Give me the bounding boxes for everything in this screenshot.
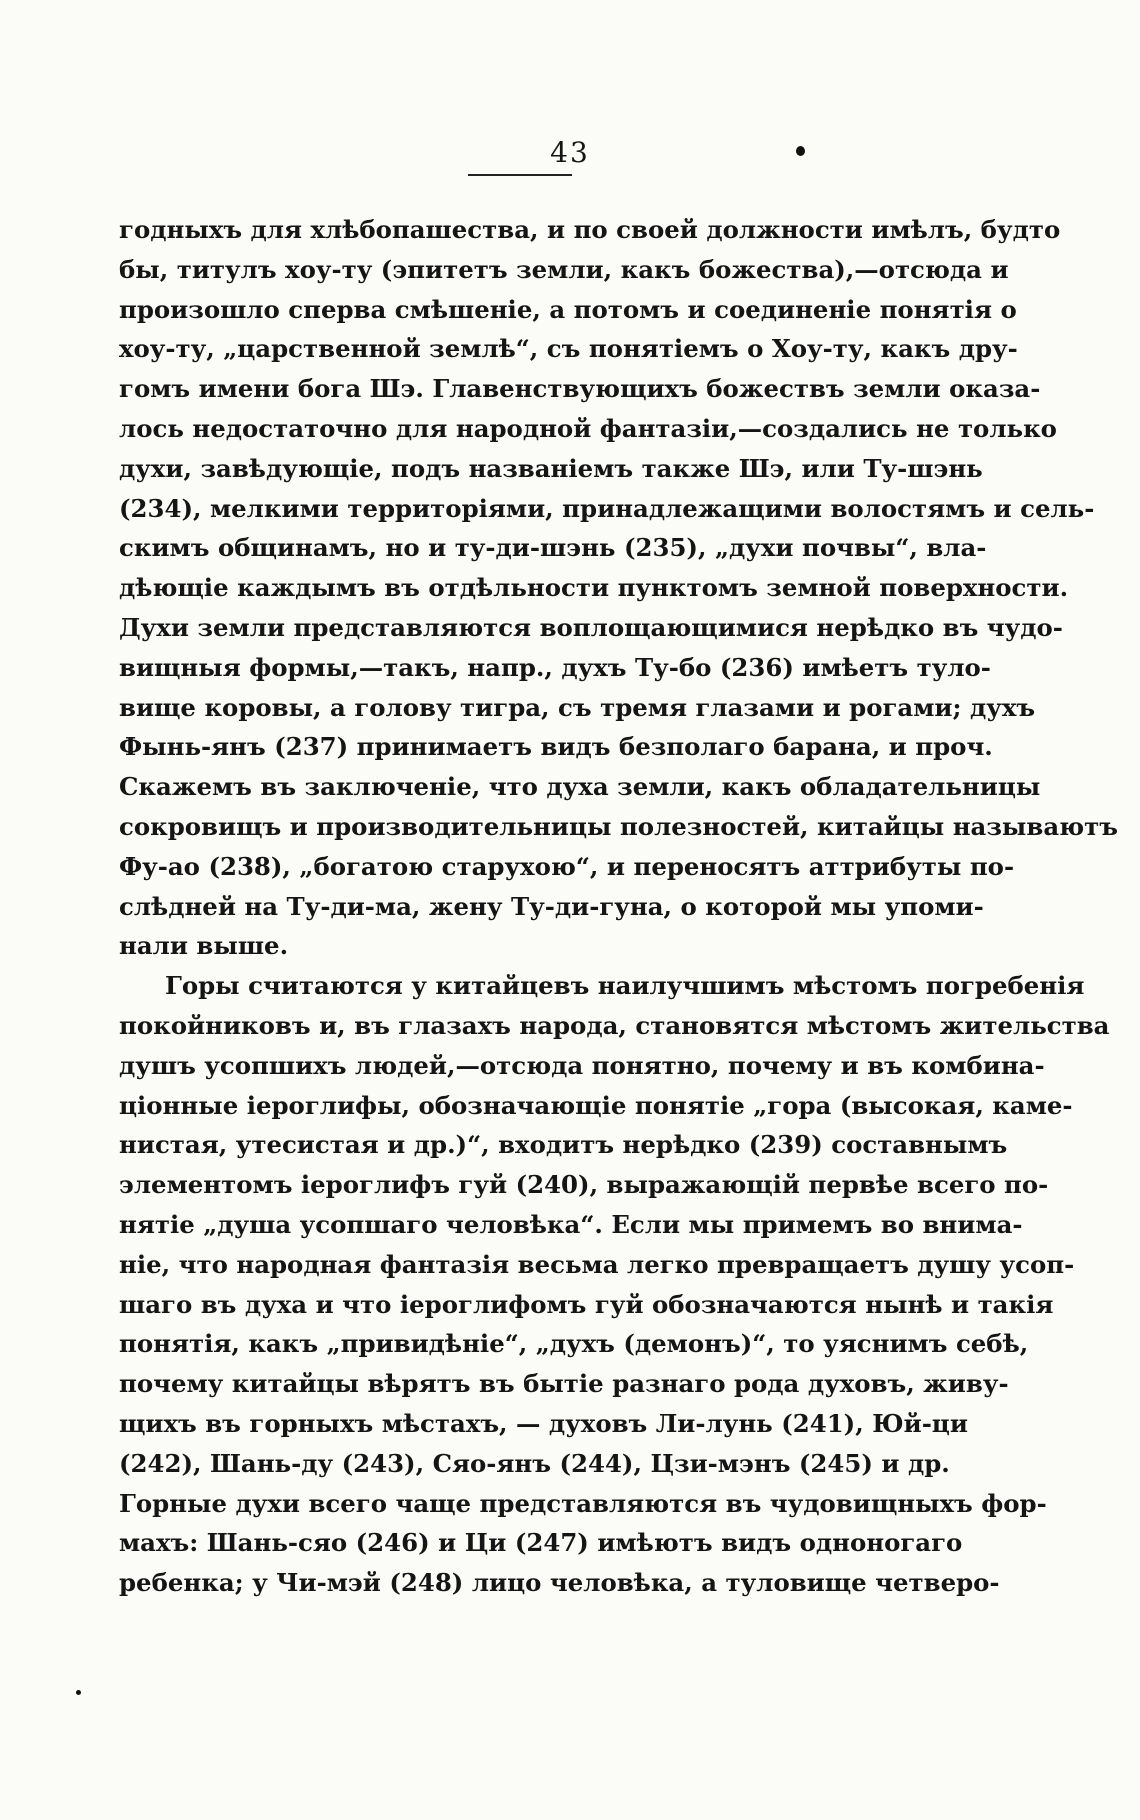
text-line: духи, завѣдующіе, подъ названіемъ также Шэ, или Ту-шэнь [119, 453, 983, 483]
text-line: дѣющіе каждымъ въ отдѣльности пунктомъ земной поверхности. [119, 573, 1069, 603]
ink-speck-bottom [76, 1690, 81, 1695]
text-line: щихъ въ горныхъ мѣстахъ, — духовъ Ли-лунь (241), Юй-ци [119, 1408, 968, 1438]
text-line: понятія, какъ „привидѣніе“, „духъ (демонъ)“, то уяснимъ себѣ, [119, 1329, 1029, 1359]
text-line: гомъ имени бога Шэ. Главенствующихъ божествъ земли оказа- [119, 374, 1041, 404]
text-line: хоу-ту, „царственной землѣ“, съ понятіемъ о Хоу-ту, какъ дру- [119, 334, 1018, 364]
text-line: произошло сперва смѣшеніе, а потомъ и соединеніе понятія о [119, 294, 1017, 324]
text-line: почему китайцы вѣрятъ въ бытіе разнаго рода духовъ, живу- [119, 1369, 1009, 1399]
ink-speck-top [796, 146, 805, 156]
text-line: Горы считаются у китайцевъ наилучшимъ мѣстомъ погребенія [165, 971, 1085, 1001]
text-line: Фынь-янъ (237) принимаетъ видъ безполагo барана, и проч. [119, 732, 993, 762]
text-line: ніе, что народная фантазія весьма легко превращаетъ душу усоп- [119, 1249, 1075, 1279]
text-line: скимъ общинамъ, но и ту-ди-шэнь (235), „духи почвы“, вла- [119, 533, 987, 563]
text-line: покойниковъ и, въ глазахъ народа, становятся мѣстомъ жительства [119, 1010, 1110, 1040]
paragraph [119, 966, 1110, 1603]
page-number: 43 [550, 136, 590, 169]
paragraph [119, 210, 1118, 966]
text-line: вище коровы, а голову тигра, съ тремя глазами и рогами; духъ [119, 692, 1036, 722]
text-line: лось недостаточно для народной фантазіи,—создались не только [119, 413, 1057, 443]
text-line: нистая, утесистая и др.)“, входитъ нерѣдко (239) составнымъ [119, 1130, 1008, 1160]
text-line: слѣдней на Ту-ди-ма, жену Ту-ди-гуна, о которой мы упоми- [119, 891, 984, 921]
text-line: нятіе „душа усопшаго человѣка“. Если мы примемъ во внима- [119, 1209, 1023, 1239]
text-line: Фу-ао (238), „богатою старухою“, и переносятъ аттрибуты по- [119, 851, 1015, 881]
text-line: Духи земли представляются воплощающимися нерѣдко въ чудо- [119, 612, 1063, 642]
text-line: сокровищъ и производительницы полезностей, китайцы называютъ [119, 811, 1118, 841]
text-line: вищныя формы,—такъ, напр., духъ Ту-бо (236) имѣетъ туло- [119, 652, 991, 682]
page-number-rule [468, 174, 572, 176]
text-line: (242), Шань-ду (243), Сяо-янъ (244), Цзи-мэнъ (245) и др. [119, 1448, 950, 1478]
text-line: годныхъ для хлѣбопашества, и по своей должности имѣлъ, будто [119, 215, 1061, 244]
text-line: махъ: Шань-сяо (246) и Ци (247) имѣютъ видъ одноногаго [119, 1528, 963, 1558]
text-line: (234), мелкими территоріями, принадлежащими волостямъ и сель- [119, 493, 1095, 523]
text-line: Горные духи всего чаще представляются въ чудовищныхъ фор- [119, 1488, 1047, 1518]
text-line: нали выше. [119, 931, 289, 961]
text-line: элементомъ іероглифъ гуй (240), выражающій первѣе всего по- [119, 1170, 1049, 1200]
text-line: шаго въ духа и что іероглифомъ гуй обозначаются нынѣ и такія [119, 1289, 1054, 1319]
text-line: ребенка; у Чи-мэй (248) лицо человѣка, а туловище четверо- [119, 1568, 1000, 1598]
text-line: ціонные іероглифы, обозначающіе понятіе „гора (высокая, каме- [119, 1090, 1073, 1120]
text-line: бы, титулъ хоу-ту (эпитетъ земли, какъ божества),—отсюда и [119, 254, 1009, 284]
text-line: душъ усопшихъ людей,—отсюда понятно, почему и въ комбина- [119, 1050, 1045, 1080]
body-text [119, 210, 1118, 1603]
text-line: Скажемъ въ заключеніе, что духа земли, какъ обладательницы [119, 772, 1041, 802]
